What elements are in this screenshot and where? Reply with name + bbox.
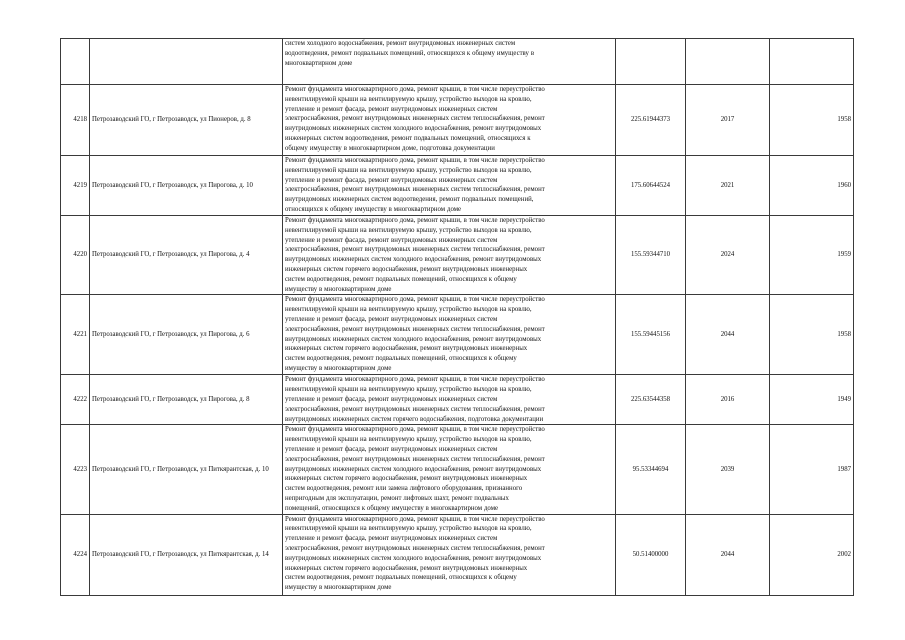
address-cell: Петрозаводский ГО, г Петрозаводск, ул Пирогова, д. 4 xyxy=(90,216,283,295)
build-year-cell: 1958 xyxy=(770,85,854,156)
works-text-line: Ремонт фундамента многоквартирного дома, ремонт крыши, в том числе переустройство xyxy=(285,515,545,523)
works-text-line: систем водоотведения, ремонт подвальных помещений, относящихся к общему xyxy=(285,275,517,283)
build-year-cell: 1958 xyxy=(770,295,854,375)
works-text-line: общему имуществу в многоквартирном доме, подготовка документации xyxy=(285,144,495,152)
row-id-cell: 4219 xyxy=(61,156,90,216)
works-text-line: относящихся к общему имуществу в многоквартирном доме xyxy=(285,205,462,213)
works-text-line: систем водоотведения, ремонт подвальных помещений, относящихся к общему xyxy=(285,574,517,582)
works-cell xyxy=(283,216,616,295)
row-id-cell: 4220 xyxy=(61,216,90,295)
works-cell xyxy=(283,85,616,156)
works-text-line: Ремонт фундамента многоквартирного дома, ремонт крыши, в том числе переустройство xyxy=(285,296,545,304)
repair-year-cell: 2021 xyxy=(686,156,770,216)
works-text-line: невентилируемой крыши на вентилируемую крышу, устройство выходов на кровлю, xyxy=(285,386,532,394)
works-text-line: внутридомовых инженерных систем холодного водоснабжения, ремонт внутридомовых xyxy=(285,554,542,562)
works-text-line: имуществу в многоквартирном доме xyxy=(285,584,392,592)
works-cell xyxy=(283,295,616,375)
area-cell: 50.51400000 xyxy=(616,514,686,595)
works-text-line: электроснабжения, ремонт внутридомовых инженерных систем теплоснабжения, ремонт xyxy=(285,325,545,333)
works-text-line: невентилируемой крыши на вентилируемую крышу, устройство выходов на кровлю, xyxy=(285,436,532,444)
repair-year-cell: 2017 xyxy=(686,85,770,156)
works-text-line: инженерных систем горячего водоснабжения, ремонт внутридомовых инженерных xyxy=(285,345,528,353)
table-row xyxy=(61,514,854,595)
table-row xyxy=(61,156,854,216)
address-cell xyxy=(90,39,283,85)
works-text-line: невентилируемой крыши на вентилируемую крышу, устройство выходов на кровлю, xyxy=(285,166,532,174)
row-id-cell: 4218 xyxy=(61,85,90,156)
build-year-cell: 2002 xyxy=(770,514,854,595)
works-text-line: Ремонт фундамента многоквартирного дома, ремонт крыши, в том числе переустройство xyxy=(285,376,545,384)
row-id-cell: 4221 xyxy=(61,295,90,375)
repair-year-cell: 2016 xyxy=(686,375,770,425)
works-text-line: систем холодного водоснабжения, ремонт внутридомовых инженерных систем xyxy=(285,40,516,47)
build-year-cell xyxy=(770,39,854,85)
works-text-line: утепление и ремонт фасада, ремонт внутридомовых инженерных систем xyxy=(285,236,498,244)
build-year-cell: 1949 xyxy=(770,375,854,425)
works-text-line: внутридомовых инженерных систем холодного водоснабжения, ремонт внутридомовых xyxy=(285,335,542,343)
works-text-line: внутридомовых инженерных систем водоотведения, ремонт подвальных помещений, xyxy=(285,196,534,204)
address-cell: Петрозаводский ГО, г Петрозаводск, ул Пионеров, д. 8 xyxy=(90,85,283,156)
works-text-line: невентилируемой крыши на вентилируемую крышу, устройство выходов на кровлю, xyxy=(285,95,532,103)
works-text-line: электроснабжения, ремонт внутридомовых инженерных систем теплоснабжения, ремонт xyxy=(285,544,545,552)
table-row xyxy=(61,85,854,156)
works-text-line: непригодным для эксплуатации, ремонт лифтовых шахт, ремонт подвальных xyxy=(285,494,509,502)
build-year-cell: 1960 xyxy=(770,156,854,216)
works-cell xyxy=(283,425,616,514)
works-text-line: невентилируемой крыши на вентилируемую крышу, устройство выходов на кровлю, xyxy=(285,226,532,234)
area-cell: 95.53344694 xyxy=(616,425,686,514)
table-row xyxy=(61,39,854,85)
area-cell: 175.60644524 xyxy=(616,156,686,216)
address-cell: Петрозаводский ГО, г Петрозаводск, ул Питкярантская, д. 14 xyxy=(90,514,283,595)
works-text-line: утепление и ремонт фасада, ремонт внутридомовых инженерных систем xyxy=(285,315,498,323)
works-text-line: утепление и ремонт фасада, ремонт внутридомовых инженерных систем xyxy=(285,105,498,113)
row-id-cell xyxy=(61,39,90,85)
table-body xyxy=(61,39,854,596)
works-text-line: имуществу в многоквартирном доме xyxy=(285,285,392,293)
works-text-line: утепление и ремонт фасада, ремонт внутридомовых инженерных систем xyxy=(285,395,498,403)
repair-year-cell xyxy=(686,39,770,85)
works-cell xyxy=(283,375,616,425)
works-text-line: внутридомовых инженерных систем холодного водоснабжения, ремонт внутридомовых xyxy=(285,465,542,473)
area-cell: 225.61944373 xyxy=(616,85,686,156)
works-text-line: имуществу в многоквартирном доме xyxy=(285,364,392,372)
build-year-cell: 1987 xyxy=(770,425,854,514)
works-cell xyxy=(283,514,616,595)
works-text-line: Ремонт фундамента многоквартирного дома, ремонт крыши, в том числе переустройство xyxy=(285,86,545,93)
repair-year-cell: 2044 xyxy=(686,514,770,595)
works-text-line: систем водоотведения, ремонт или замена лифтового оборудования, признанного xyxy=(285,485,523,493)
works-text-line: внутридомовых инженерных систем горячего водоснабжения, подготовка документации xyxy=(285,415,544,423)
works-text-line: невентилируемой крыши на вентилируемую крышу, устройство выходов на кровлю, xyxy=(285,306,532,314)
area-cell: 155.59445156 xyxy=(616,295,686,375)
works-text-line: Ремонт фундамента многоквартирного дома, ремонт крыши, в том числе переустройство xyxy=(285,217,545,224)
repair-year-cell: 2044 xyxy=(686,295,770,375)
row-id-cell: 4222 xyxy=(61,375,90,425)
works-text-line: инженерных систем горячего водоснабжения, ремонт внутридомовых инженерных xyxy=(285,265,528,273)
works-text-line: электроснабжения, ремонт внутридомовых инженерных систем теплоснабжения, ремонт xyxy=(285,186,545,194)
works-text-line: инженерных систем горячего водоснабжения, ремонт внутридомовых инженерных xyxy=(285,564,528,572)
address-cell: Петрозаводский ГО, г Петрозаводск, ул Пирогова, д. 10 xyxy=(90,156,283,216)
address-cell: Петрозаводский ГО, г Петрозаводск, ул Пирогова, д. 6 xyxy=(90,295,283,375)
address-cell: Петрозаводский ГО, г Петрозаводск, ул Питкярантская, д. 10 xyxy=(90,425,283,514)
works-text-line: помещений, относящихся к общему имуществу в многоквартирном доме xyxy=(285,504,499,512)
works-text-line: инженерных систем водоотведения, ремонт подвальных помещений, относящихся к xyxy=(285,134,531,142)
area-cell: 225.63544358 xyxy=(616,375,686,425)
build-year-cell: 1959 xyxy=(770,216,854,295)
works-text-line: внутридомовых инженерных систем холодного водоснабжения, ремонт внутридомовых xyxy=(285,256,542,264)
works-text-line: инженерных систем горячего водоснабжения, ремонт внутридомовых инженерных xyxy=(285,475,528,483)
works-text-line: электроснабжения, ремонт внутридомовых инженерных систем теплоснабжения, ремонт xyxy=(285,115,545,123)
repair-year-cell: 2024 xyxy=(686,216,770,295)
works-text-line: утепление и ремонт фасада, ремонт внутридомовых инженерных систем xyxy=(285,445,498,453)
area-cell xyxy=(616,39,686,85)
works-text-line: электроснабжения, ремонт внутридомовых инженерных систем теплоснабжения, ремонт xyxy=(285,246,545,254)
works-cell xyxy=(283,39,616,85)
works-text-line: Ремонт фундамента многоквартирного дома, ремонт крыши, в том числе переустройство xyxy=(285,157,545,164)
works-text-line: многоквартирном доме xyxy=(285,59,353,67)
table-row xyxy=(61,425,854,514)
table-row xyxy=(61,295,854,375)
works-text-line: систем водоотведения, ремонт подвальных помещений, относящихся к общему xyxy=(285,355,517,363)
works-text-line: утепление и ремонт фасада, ремонт внутридомовых инженерных систем xyxy=(285,176,498,184)
address-cell: Петрозаводский ГО, г Петрозаводск, ул Пирогова, д. 8 xyxy=(90,375,283,425)
works-text-line: утепление и ремонт фасада, ремонт внутридомовых инженерных систем xyxy=(285,535,498,543)
table-row xyxy=(61,216,854,295)
repair-year-cell: 2039 xyxy=(686,425,770,514)
works-cell xyxy=(283,156,616,216)
area-cell: 155.59344710 xyxy=(616,216,686,295)
works-text-line: внутридомовых инженерных систем холодного водоснабжения, ремонт внутридомовых xyxy=(285,125,542,133)
table-row xyxy=(61,375,854,425)
works-text-line: невентилируемой крыши на вентилируемую крышу, устройство выходов на кровлю, xyxy=(285,525,532,533)
works-text-line: электроснабжения, ремонт внутридомовых инженерных систем теплоснабжения, ремонт xyxy=(285,405,545,413)
works-text-line: водоотведения, ремонт подвальных помещений, относящихся к общему имуществу в xyxy=(285,49,535,57)
row-id-cell: 4223 xyxy=(61,425,90,514)
row-id-cell: 4224 xyxy=(61,514,90,595)
capital-repair-table xyxy=(60,38,854,596)
works-text-line: Ремонт фундамента многоквартирного дома, ремонт крыши, в том числе переустройство xyxy=(285,426,545,434)
works-text-line: электроснабжения, ремонт внутридомовых инженерных систем теплоснабжения, ремонт xyxy=(285,455,545,463)
